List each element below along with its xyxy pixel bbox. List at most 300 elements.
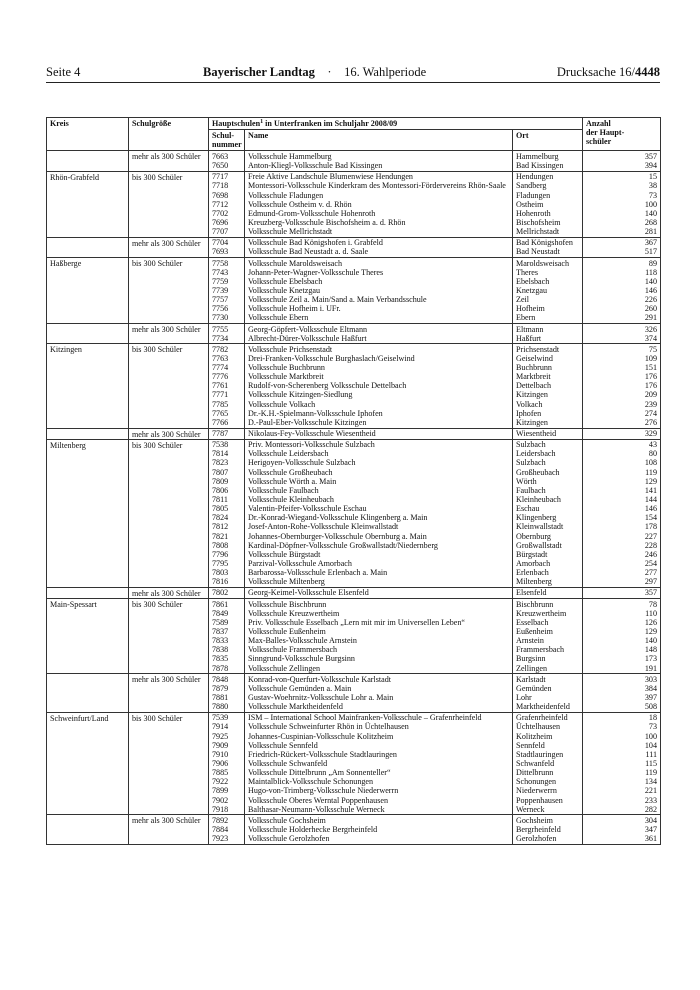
student-count: 140: [644, 208, 657, 218]
table-row: [47, 151, 661, 171]
school-location: Sennfeld: [516, 740, 545, 750]
school-location: Amorbach: [516, 559, 551, 569]
student-count: 357: [644, 151, 657, 161]
student-count-cell: [583, 712, 661, 815]
school-number: 7848: [212, 674, 229, 684]
school-number: 7881: [212, 693, 229, 703]
school-location: Mellrichstadt: [516, 227, 560, 237]
school-number: 7918: [212, 804, 229, 814]
school-location: Volkach: [516, 399, 543, 409]
student-count-cell: [583, 258, 661, 324]
table-row: [47, 815, 661, 844]
school-number: 7808: [212, 540, 229, 550]
school-name: Valentin-Pfeifer-Volksschule Eschau: [248, 504, 367, 514]
table-row: [47, 428, 661, 439]
school-number-cell: [209, 439, 245, 587]
column-header-name: Name: [245, 130, 513, 151]
school-name: Volksschule Hofheim i. UFr.: [248, 304, 341, 314]
school-number: 7771: [212, 390, 229, 400]
school-number: 7730: [212, 313, 229, 323]
page-number: Seite 4: [46, 65, 81, 79]
school-number: 7761: [212, 381, 229, 391]
school-name: Max-Balles-Volksschule Arnstein: [248, 636, 357, 646]
school-location-cell: [513, 344, 583, 428]
school-name: Kreuzberg-Volksschule Bischofsheim a. d. Rhön: [248, 217, 406, 227]
group-footnote-mark: 1: [260, 119, 264, 125]
school-name: Volksschule Frammersbach: [248, 645, 338, 655]
school-number: 7734: [212, 333, 229, 343]
student-count: 274: [644, 408, 657, 418]
student-count: 191: [644, 663, 657, 673]
school-name: Herigoyen-Volksschule Sulzbach: [248, 458, 356, 468]
page-header: [46, 65, 660, 81]
document-number: 4448: [635, 65, 660, 79]
school-number: 7704: [212, 238, 229, 248]
school-name-cell: [245, 324, 513, 344]
school-name-cell: [245, 815, 513, 844]
student-count: 326: [644, 324, 657, 334]
school-number: 7758: [212, 258, 229, 268]
table-row: [47, 171, 661, 237]
school-location: Sulzbach: [516, 458, 546, 468]
school-number: 7914: [212, 722, 229, 732]
school-location: Marktheidenfeld: [516, 702, 570, 712]
school-name: Dr.-Konrad-Wiegand-Volksschule Klingenberg a. Main: [248, 513, 428, 523]
school-location-cell: [513, 151, 583, 171]
school-name: Hugo-von-Trimberg-Volksschule Niederwerrn: [248, 786, 399, 796]
school-number: 7923: [212, 834, 229, 844]
school-name-cell: [245, 171, 513, 237]
school-name: Volksschule Gerolzhofen: [248, 834, 330, 844]
student-count-cell: [583, 674, 661, 713]
school-name: Konrad-von-Querfurt-Volksschule Karlstadt: [248, 674, 392, 684]
school-size-cell: bis 300 Schüler: [129, 712, 209, 815]
table-row: [47, 674, 661, 713]
table-row: [47, 439, 661, 587]
school-number-cell: [209, 171, 245, 237]
school-name: Rudolf-von-Scherenberg Volksschule Dettelbach: [248, 381, 407, 391]
student-count: 178: [644, 522, 657, 532]
school-size-cell: mehr als 300 Schüler: [129, 815, 209, 844]
student-count-cell: [583, 344, 661, 428]
school-location: Zeil: [516, 295, 530, 305]
school-number: 7811: [212, 495, 228, 505]
school-name: Montessori-Volksschule Kinderkram des Montessori-Fördervereins Rhön-Saale: [248, 181, 506, 191]
school-name: Volksschule Leidersbach: [248, 449, 329, 459]
header-separator: ·: [327, 65, 332, 79]
student-count: 73: [648, 722, 657, 732]
student-count: 109: [644, 353, 657, 363]
school-name: Volksschule Ebern: [248, 313, 309, 323]
school-name: Volksschule Dittelbrunn „Am Sonnenteller“: [248, 768, 391, 778]
student-count: 384: [644, 683, 657, 693]
student-count: 176: [644, 381, 657, 391]
table-header-row: [47, 118, 661, 130]
school-name: Volksschule Oberes Werntal Poppenhausen: [248, 795, 388, 805]
kreis-cell: Miltenberg: [47, 439, 129, 587]
school-location-cell: [513, 712, 583, 815]
student-count: 508: [644, 702, 657, 712]
school-number: 7717: [212, 172, 229, 182]
student-count: 110: [645, 608, 657, 618]
school-location: Miltenberg: [516, 577, 552, 587]
school-number-cell: [209, 712, 245, 815]
school-number: 7823: [212, 458, 229, 468]
school-number: 7814: [212, 449, 229, 459]
school-location: Hendungen: [516, 172, 554, 182]
school-location-cell: [513, 439, 583, 587]
school-name-cell: [245, 587, 513, 598]
school-number: 7812: [212, 522, 229, 532]
school-location-cell: [513, 599, 583, 674]
table-body: [47, 151, 661, 844]
school-location: Theres: [516, 267, 539, 277]
school-number: 7899: [212, 786, 229, 796]
student-count: 173: [644, 654, 657, 664]
school-location: Üchtelhausen: [516, 722, 561, 732]
school-location: Bad Neustadt: [516, 247, 560, 257]
school-number: 7766: [212, 417, 229, 427]
student-count: 119: [645, 467, 657, 477]
kreis-cell: [47, 237, 129, 257]
school-location: Prichsenstadt: [516, 344, 560, 354]
student-count: 78: [648, 599, 657, 609]
school-number: 7802: [212, 588, 229, 598]
school-location: Bad Königshofen: [516, 238, 573, 248]
student-count: 100: [644, 731, 657, 741]
parliament-name: Bayerischer Landtag: [203, 65, 315, 79]
school-number: 7807: [212, 467, 229, 477]
student-count: 233: [644, 795, 657, 805]
school-number: 7833: [212, 636, 229, 646]
school-number: 7879: [212, 683, 229, 693]
school-name: Volksschule Sennfeld: [248, 740, 318, 750]
school-number: 7785: [212, 399, 229, 409]
school-name: Parzival-Volksschule Amorbach: [248, 559, 352, 569]
school-name-cell: [245, 428, 513, 439]
school-number: 7892: [212, 815, 229, 825]
school-name-cell: [245, 599, 513, 674]
school-name: Volksschule Zeil a. Main/Sand a. Main Verbandsschule: [248, 295, 427, 305]
school-name: ISM – International School Mainfranken-Volksschule – Grafenrheinfeld: [248, 713, 482, 723]
school-number-cell: [209, 237, 245, 257]
student-count-cell: [583, 151, 661, 171]
school-name: Kardinal-Döpfner-Volksschule Großwallstadt/Niedernberg: [248, 540, 438, 550]
school-number: 7650: [212, 161, 229, 171]
school-location: Haßfurt: [516, 333, 542, 343]
student-count: 517: [644, 247, 657, 257]
school-name: Edmund-Grom-Volksschule Hohenroth: [248, 208, 376, 218]
school-name-cell: [245, 344, 513, 428]
school-location: Ostheim: [516, 199, 544, 209]
school-number: 7538: [212, 440, 229, 450]
school-location-cell: [513, 171, 583, 237]
school-name: Johannes-Cuspinian-Volksschule Kolitzheim: [248, 731, 394, 741]
school-number: 7782: [212, 344, 229, 354]
student-count: 357: [644, 588, 657, 598]
school-number: 7809: [212, 476, 229, 486]
school-location: Esselbach: [516, 617, 549, 627]
school-size-cell: bis 300 Schüler: [129, 599, 209, 674]
school-name: Priv. Montessori-Volksschule Sulzbach: [248, 440, 375, 450]
school-number-cell: [209, 324, 245, 344]
school-size-cell: mehr als 300 Schüler: [129, 324, 209, 344]
school-number: 7925: [212, 731, 229, 741]
school-name: Georg-Göpfert-Volksschule Eltmann: [248, 324, 368, 334]
kreis-cell: [47, 587, 129, 598]
school-number: 7806: [212, 485, 229, 495]
student-count: 176: [644, 372, 657, 382]
school-location: Gerolzhofen: [516, 834, 557, 844]
school-name: Volksschule Bad Neustadt a. d. Saale: [248, 247, 369, 257]
student-count: 303: [644, 674, 657, 684]
kreis-cell: Kitzingen: [47, 344, 129, 428]
school-location: Eußenheim: [516, 627, 553, 637]
school-number: 7712: [212, 199, 229, 209]
student-count: 140: [644, 276, 657, 286]
school-name-cell: [245, 674, 513, 713]
student-count: 281: [644, 227, 657, 237]
school-number: 7861: [212, 599, 229, 609]
school-location: Stadtlauringen: [516, 749, 564, 759]
student-count-cell: [583, 428, 661, 439]
school-location-cell: [513, 674, 583, 713]
school-name: Volksschule Mellrichstadt: [248, 227, 333, 237]
school-name: Volksschule Marktheidenfeld: [248, 702, 343, 712]
school-location: Kleinwallstadt: [516, 522, 564, 532]
school-size-cell: mehr als 300 Schüler: [129, 587, 209, 598]
school-name: Volksschule Faulbach: [248, 485, 319, 495]
school-name: Volksschule Holderhecke Bergrheinfeld: [248, 824, 378, 834]
student-count: 129: [644, 476, 657, 486]
student-count: 151: [644, 363, 657, 373]
school-name-cell: [245, 712, 513, 815]
school-size-cell: bis 300 Schüler: [129, 258, 209, 324]
school-size-cell: bis 300 Schüler: [129, 171, 209, 237]
school-name: D.-Paul-Eber-Volksschule Kitzingen: [248, 417, 367, 427]
student-count-cell: [583, 815, 661, 844]
school-location: Bad Kissingen: [516, 161, 564, 171]
school-number: 7835: [212, 654, 229, 664]
kreis-cell: Rhön-Grabfeld: [47, 171, 129, 237]
school-number: 7774: [212, 363, 229, 373]
kreis-cell: [47, 428, 129, 439]
school-name: Gustav-Woehrnitz-Volksschule Lohr a. Main: [248, 693, 394, 703]
student-count: 291: [644, 313, 657, 323]
school-number: 7902: [212, 795, 229, 805]
header-center: [203, 65, 426, 80]
school-name-cell: [245, 237, 513, 257]
school-location: Geiselwind: [516, 353, 553, 363]
school-number: 7763: [212, 353, 229, 363]
student-count: 89: [648, 258, 657, 268]
kreis-cell: [47, 324, 129, 344]
school-location: Niederwerrn: [516, 786, 557, 796]
student-count-cell: [583, 324, 661, 344]
table-row: [47, 712, 661, 815]
school-location: Buchbrunn: [516, 363, 552, 373]
school-location: Wörth: [516, 476, 537, 486]
school-number: 7757: [212, 295, 229, 305]
school-location: Ebern: [516, 313, 536, 323]
header-rule: [46, 82, 660, 83]
table-row: [47, 587, 661, 598]
school-number: 7885: [212, 768, 229, 778]
school-number: 7718: [212, 181, 229, 191]
school-location-cell: [513, 258, 583, 324]
school-number: 7922: [212, 777, 229, 787]
school-location-cell: [513, 587, 583, 598]
school-name: Volksschule Marktbreit: [248, 372, 324, 382]
school-name: Volksschule Bad Königshofen i. Grabfeld: [248, 238, 383, 248]
student-count: 100: [644, 199, 657, 209]
school-size-cell: mehr als 300 Schüler: [129, 674, 209, 713]
school-location: Gemünden: [516, 683, 552, 693]
student-count: 141: [644, 485, 657, 495]
school-location: Werneck: [516, 804, 545, 814]
school-number-cell: [209, 815, 245, 844]
table-row: [47, 324, 661, 344]
school-number-cell: [209, 599, 245, 674]
school-size-cell: mehr als 300 Schüler: [129, 428, 209, 439]
school-name: Volksschule Schweinfurter Rhön in Üchtelhausen: [248, 722, 409, 732]
school-number: 7880: [212, 702, 229, 712]
school-location: Schwanfeld: [516, 759, 555, 768]
school-name: Maintalblick-Volksschule Schonungen: [248, 777, 374, 787]
legislative-period: 16. Wahlperiode: [344, 65, 427, 79]
school-location: Arnstein: [516, 636, 544, 646]
student-count: 43: [648, 440, 657, 450]
school-location: Kleinheubach: [516, 495, 561, 505]
student-count: 221: [644, 786, 657, 796]
school-number: 7663: [212, 151, 229, 161]
school-name: Volksschule Maroldsweisach: [248, 258, 343, 268]
school-location: Wiesentheid: [516, 429, 557, 439]
school-name: Volksschule Bischbrunn: [248, 599, 327, 609]
school-number: 7743: [212, 267, 229, 277]
school-number: 7816: [212, 577, 229, 587]
student-count: 227: [644, 531, 657, 541]
student-count: 226: [644, 295, 657, 305]
school-size-cell: bis 300 Schüler: [129, 439, 209, 587]
student-count: 239: [644, 399, 657, 409]
school-name-cell: [245, 258, 513, 324]
school-location: Elsenfeld: [516, 588, 547, 598]
school-number-cell: [209, 674, 245, 713]
school-location: Bischbrunn: [516, 599, 554, 609]
school-number: 7539: [212, 713, 229, 723]
school-name: Friedrich-Rückert-Volksschule Stadtlauringen: [248, 749, 397, 759]
student-count-cell: [583, 237, 661, 257]
school-location: Erlenbach: [516, 568, 549, 578]
school-size-cell: mehr als 300 Schüler: [129, 237, 209, 257]
school-number: 7795: [212, 559, 229, 569]
document-prefix: Drucksache 16/: [556, 65, 635, 79]
school-number: 7849: [212, 608, 229, 618]
student-count: 119: [645, 768, 657, 778]
school-location: Hammelburg: [516, 151, 559, 161]
school-name: Volksschule Prichsenstadt: [248, 344, 333, 354]
column-header-size: Schulgröße: [129, 118, 209, 151]
school-location: Frammersbach: [516, 645, 565, 655]
school-number: 7765: [212, 408, 229, 418]
school-number: 7702: [212, 208, 229, 218]
school-name: Volksschule Ostheim v. d. Rhön: [248, 199, 352, 209]
school-location: Großwallstadt: [516, 540, 562, 550]
school-size-cell: bis 300 Schüler: [129, 344, 209, 428]
school-name: Sinngrund-Volksschule Burgsinn: [248, 654, 355, 664]
student-count: 73: [648, 190, 657, 200]
student-count: 146: [644, 285, 657, 295]
school-name: Volksschule Volkach: [248, 399, 316, 409]
school-location: Iphofen: [516, 408, 542, 418]
school-location: Zellingen: [516, 663, 548, 673]
group-title: Hauptschulen: [212, 119, 261, 128]
school-number: 7910: [212, 749, 229, 759]
student-count: 276: [644, 417, 657, 427]
student-count: 140: [644, 636, 657, 646]
student-count: 129: [644, 627, 657, 637]
student-count: 108: [644, 458, 657, 468]
school-name: Volksschule Zellingen: [248, 663, 321, 673]
student-count: 111: [645, 749, 657, 759]
kreis-cell: [47, 674, 129, 713]
student-count: 80: [648, 449, 657, 459]
school-number: 7755: [212, 324, 229, 334]
school-name: Volksschule Schwanfeld: [248, 759, 328, 768]
school-name: Volksschule Fladungen: [248, 190, 324, 200]
student-count: 15: [648, 172, 657, 182]
school-location: Kolitzheim: [516, 731, 553, 741]
school-name: Nikolaus-Fey-Volksschule Wiesentheid: [248, 429, 376, 439]
school-number-cell: [209, 344, 245, 428]
school-location: Bischofsheim: [516, 217, 561, 227]
school-location: Schonungen: [516, 777, 557, 787]
school-name: Volksschule Kleinheubach: [248, 495, 334, 505]
school-number: 7696: [212, 217, 229, 227]
school-location: Leidersbach: [516, 449, 556, 459]
student-count: 260: [644, 304, 657, 314]
school-location: Dittelbrunn: [516, 768, 554, 778]
school-location: Lohr: [516, 693, 532, 703]
column-header-group: [209, 118, 583, 130]
student-count: 148: [644, 645, 657, 655]
school-number-cell: [209, 428, 245, 439]
school-number: 7787: [212, 429, 229, 439]
school-name: Anton-Kliegl-Volksschule Bad Kissingen: [248, 161, 383, 171]
student-count: 75: [648, 344, 657, 354]
student-count: 38: [648, 181, 657, 191]
column-header-count: Anzahl der Haupt- schüler: [583, 118, 661, 151]
school-number: 7803: [212, 568, 229, 578]
student-count: 268: [644, 217, 657, 227]
school-name: Drei-Franken-Volksschule Burghaslach/Geiselwind: [248, 353, 415, 363]
school-name: Volksschule Eußenheim: [248, 627, 326, 637]
school-location-cell: [513, 428, 583, 439]
school-name-cell: [245, 439, 513, 587]
school-number: 7909: [212, 740, 229, 750]
school-name: Volksschule Großheubach: [248, 467, 333, 477]
school-name: Balthasar-Neumann-Volksschule Werneck: [248, 804, 385, 814]
school-location: Großheubach: [516, 467, 560, 477]
school-number: 7776: [212, 372, 229, 382]
school-name: Volksschule Hammelburg: [248, 151, 332, 161]
school-number: 7805: [212, 504, 229, 514]
student-count: 297: [644, 577, 657, 587]
school-name: Freie Aktive Landschule Blumenwiese Hendungen: [248, 172, 413, 182]
table-row: [47, 599, 661, 674]
student-count: 146: [644, 504, 657, 514]
